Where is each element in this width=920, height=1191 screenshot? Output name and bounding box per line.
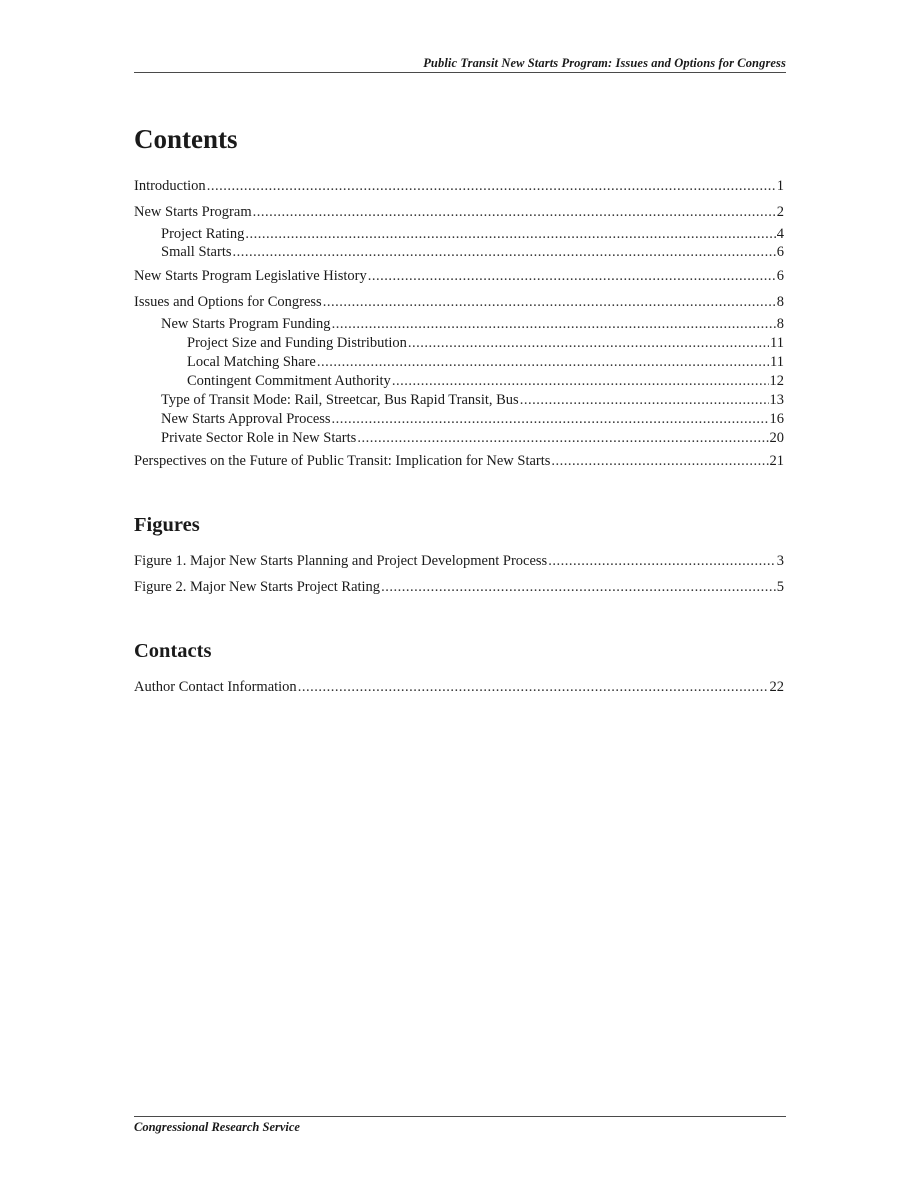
footer-rule bbox=[134, 1116, 786, 1117]
toc-entry-label: Project Size and Funding Distribution bbox=[187, 335, 407, 351]
dot-leader bbox=[368, 267, 776, 285]
dot-leader bbox=[408, 334, 769, 352]
figure-entry-page: 5 bbox=[776, 579, 784, 595]
toc-entry-label: New Starts Approval Process bbox=[161, 411, 331, 427]
toc-entry-label: Private Sector Role in New Starts bbox=[161, 430, 357, 446]
running-footer: Congressional Research Service bbox=[134, 1120, 300, 1134]
contact-entry-label: Author Contact Information bbox=[134, 679, 297, 695]
dot-leader bbox=[317, 353, 769, 371]
toc-entry-project-rating[interactable] bbox=[161, 225, 784, 243]
dot-leader bbox=[551, 452, 768, 470]
contact-entry-author[interactable] bbox=[134, 678, 784, 696]
contact-entry-page: 22 bbox=[769, 679, 784, 695]
dot-leader bbox=[233, 243, 776, 261]
toc-entry-page: 1 bbox=[776, 178, 784, 194]
toc-entry-page: 4 bbox=[776, 226, 784, 242]
toc-entry-project-size[interactable] bbox=[187, 334, 784, 352]
toc-entry-introduction[interactable] bbox=[134, 177, 784, 195]
toc-entry-label: Type of Transit Mode: Rail, Streetcar, Bus Rapid Transit, Bus bbox=[161, 392, 519, 408]
dot-leader bbox=[392, 372, 769, 390]
toc-entry-legislative-history[interactable] bbox=[134, 267, 784, 285]
toc-entry-page: 16 bbox=[769, 411, 784, 427]
dot-leader bbox=[357, 429, 768, 447]
toc-entry-label: New Starts Program bbox=[134, 204, 252, 220]
toc-entry-small-starts[interactable] bbox=[161, 243, 784, 261]
contacts-title: Contacts bbox=[134, 640, 212, 662]
figure-entry-label: Figure 2. Major New Starts Project Rating bbox=[134, 579, 381, 595]
toc-entry-label: Local Matching Share bbox=[187, 354, 316, 370]
toc-entry-contingent-commitment[interactable] bbox=[187, 372, 784, 390]
figure-entry-1[interactable] bbox=[134, 552, 784, 570]
toc-entry-transit-mode[interactable] bbox=[161, 391, 784, 409]
toc-entry-page: 6 bbox=[776, 244, 784, 260]
dot-leader bbox=[332, 315, 776, 333]
toc-entry-label: Contingent Commitment Authority bbox=[187, 373, 391, 389]
toc-entry-page: 12 bbox=[769, 373, 784, 389]
header-rule bbox=[134, 72, 786, 73]
toc-entry-private-sector[interactable] bbox=[161, 429, 784, 447]
dot-leader bbox=[548, 552, 776, 570]
dot-leader bbox=[332, 410, 769, 428]
dot-leader bbox=[253, 203, 776, 221]
toc-entry-label: Perspectives on the Future of Public Transit: Implication for New Starts bbox=[134, 453, 551, 469]
toc-entry-page: 6 bbox=[776, 268, 784, 284]
dot-leader bbox=[381, 578, 776, 596]
toc-entry-label: Project Rating bbox=[161, 226, 245, 242]
toc-entry-page: 11 bbox=[770, 335, 784, 351]
toc-entry-perspectives[interactable] bbox=[134, 452, 784, 470]
toc-entry-label: Issues and Options for Congress bbox=[134, 294, 322, 310]
toc-entry-program-funding[interactable] bbox=[161, 315, 784, 333]
toc-entry-page: 20 bbox=[769, 430, 784, 446]
toc-entry-page: 8 bbox=[776, 294, 784, 310]
figures-title: Figures bbox=[134, 514, 200, 536]
figure-entry-page: 3 bbox=[776, 553, 784, 569]
dot-leader bbox=[207, 177, 776, 195]
toc-entry-local-matching-share[interactable] bbox=[187, 353, 784, 371]
toc-entry-page: 2 bbox=[776, 204, 784, 220]
toc-entry-page: 11 bbox=[770, 354, 784, 370]
toc-entry-label: New Starts Program Legislative History bbox=[134, 268, 367, 284]
dot-leader bbox=[298, 678, 769, 696]
toc-entry-label: Small Starts bbox=[161, 244, 232, 260]
toc-entry-approval-process[interactable] bbox=[161, 410, 784, 428]
toc-entry-page: 13 bbox=[769, 392, 784, 408]
dot-leader bbox=[323, 293, 776, 311]
toc-entry-issues-options[interactable] bbox=[134, 293, 784, 311]
toc-entry-new-starts-program[interactable] bbox=[134, 203, 784, 221]
contents-title: Contents bbox=[134, 124, 238, 154]
toc-entry-page: 21 bbox=[769, 453, 784, 469]
toc-entry-label: Introduction bbox=[134, 178, 206, 194]
toc-entry-page: 8 bbox=[776, 316, 784, 332]
toc-entry-label: New Starts Program Funding bbox=[161, 316, 331, 332]
dot-leader bbox=[245, 225, 775, 243]
running-header: Public Transit New Starts Program: Issues and Options for Congress bbox=[423, 56, 786, 70]
figure-entry-label: Figure 1. Major New Starts Planning and Project Development Process bbox=[134, 553, 548, 569]
figure-entry-2[interactable] bbox=[134, 578, 784, 596]
dot-leader bbox=[520, 391, 769, 409]
